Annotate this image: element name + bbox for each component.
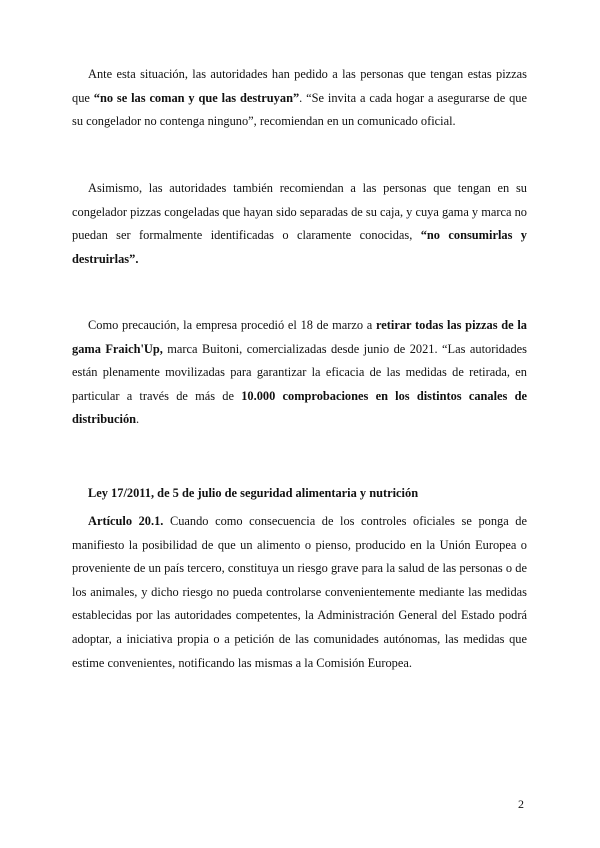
- paragraph2-text-1: Asimismo, las autoridades también recomiendan a las personas que tengan en su congelador pizzas congeladas que hayan sido separadas de su caja, y cuya gama y marca no puedan ser formalmente identificadas o claramente conocidas,: [72, 181, 527, 243]
- article-text: Cuando como consecuencia de los controles oficiales se ponga de manifiesto la posibilidad de que un alimento o pienso, producido en la Unión Europea o proveniente de un país tercero, constituya un riesgo grave para la salud de las personas o de los animales, y dicho riesgo no pueda controlarse convenientemente mediante las medidas establecidas por las autoridades competentes, la Administración General del Estado podrá adoptar, a iniciativa propia o a petición de las comunidades autónomas, las medidas que estime convenientes, notificando las mismas a la Comisión Europea.: [72, 514, 527, 670]
- paragraph-also: [72, 177, 527, 271]
- paragraph2-bold-quote: “no consumirlas y destruirlas”.: [72, 228, 527, 266]
- paragraph1-bold-quote: “no se las coman y que las destruyan”: [93, 90, 300, 105]
- law-heading: Ley 17/2011, de 5 de julio de seguridad alimentaria y nutrición: [88, 486, 419, 500]
- article-label: Artículo 20.1.: [88, 514, 164, 528]
- paragraph3-text-2: marca Buitoni, comercializadas desde junio de 2021. “Las autoridades están plenamente movilizadas para garantizar la eficacia de las medidas de retirada, en particular a través de más de: [72, 341, 527, 403]
- paragraph3-text-3: .: [136, 412, 140, 427]
- paragraph-precaution: [72, 314, 527, 432]
- paragraph-article: [72, 510, 527, 675]
- paragraph1-text-1: Ante esta situación, las autoridades han pedido a las personas que tengan estas pizzas que: [72, 67, 527, 105]
- page-number: 2: [518, 797, 524, 811]
- paragraph3-text-1: Como precaución, la empresa procedió el 18 de marzo a: [88, 318, 377, 332]
- paragraph3-bold-checks: 10.000 comprobaciones en los distintos canales de distribución: [72, 388, 527, 427]
- paragraph-recommendation: [72, 63, 527, 134]
- paragraph1-text-2: . “Se invita a cada hogar a asegurarse de que su congelador no contenga ninguno”, recomiendan en un comunicado oficial.: [72, 90, 527, 129]
- paragraph3-bold-withdraw: retirar todas las pizzas de la gama Fraich'Up,: [72, 318, 528, 356]
